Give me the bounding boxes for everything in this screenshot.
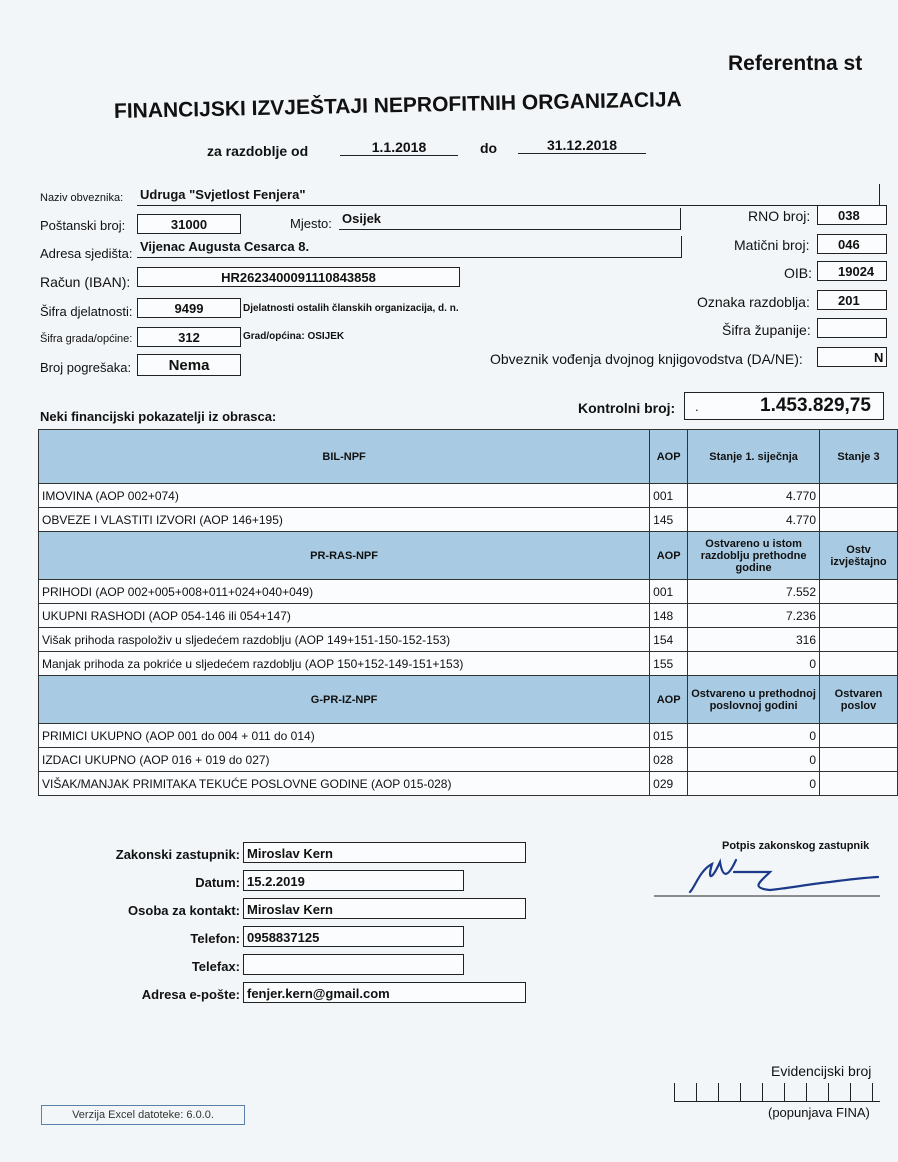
- telefax-label: Telefax:: [191, 959, 240, 974]
- oib-field[interactable]: 19024: [817, 261, 887, 281]
- pogreske-field[interactable]: Nema: [137, 354, 241, 376]
- evidencijski-tick: [696, 1083, 697, 1101]
- reference-title: Referentna st: [728, 52, 863, 75]
- row-value[interactable]: 4.770: [688, 484, 820, 508]
- row-aop: 155: [650, 652, 688, 676]
- pogreske-label: Broj pogrešaka:: [40, 360, 132, 375]
- row-value-2[interactable]: [820, 772, 898, 796]
- adresa-label: Adresa sjedišta:: [40, 246, 133, 261]
- racun-label: Račun (IBAN):: [40, 274, 131, 290]
- osoba-label: Osoba za kontakt:: [128, 903, 240, 918]
- table-row: [39, 628, 898, 652]
- table-row: [39, 724, 898, 748]
- grad-desc: Grad/općina: OSIJEK: [243, 331, 345, 342]
- djelatnost-desc: Djelatnosti ostalih članskih organizacija, d. n.: [243, 303, 459, 314]
- financial-indicators-table: [38, 429, 898, 796]
- evidencijski-tick: [850, 1083, 851, 1101]
- bil-col2-header: Stanje 3: [820, 430, 898, 484]
- rno-field[interactable]: 038: [817, 205, 887, 225]
- telefax-field[interactable]: [243, 954, 464, 975]
- row-label: PRIMICI UKUPNO (AOP 001 do 004 + 011 do 014): [39, 724, 650, 748]
- telefon-field[interactable]: 0958837125: [243, 926, 464, 947]
- table-row: [39, 580, 898, 604]
- row-value[interactable]: 7.552: [688, 580, 820, 604]
- row-label: Manjak prihoda za pokriće u sljedećem razdoblju (AOP 150+152-149-151+153): [39, 652, 650, 676]
- zupanija-field[interactable]: [817, 318, 887, 338]
- row-label: IMOVINA (AOP 002+074): [39, 484, 650, 508]
- evidencijski-tick: [718, 1083, 719, 1101]
- evidencijski-tick: [806, 1083, 807, 1101]
- pr-col2-header: Ostv izvještajno: [820, 532, 898, 580]
- row-value-2[interactable]: [820, 628, 898, 652]
- maticni-field[interactable]: 046: [817, 234, 887, 254]
- dvojno-label: Obveznik vođenja dvojnog knjigovodstva (DA/NE):: [490, 351, 803, 367]
- page-title: FINANCIJSKI IZVJEŠTAJI NEPROFITNIH ORGANIZACIJA: [113, 88, 682, 123]
- gpr-col1-header: Ostvareno u prethodnoj poslovnoj godini: [688, 676, 820, 724]
- popunjava-label: (popunjava FINA): [768, 1105, 870, 1120]
- row-aop: 154: [650, 628, 688, 652]
- row-value-2[interactable]: [820, 580, 898, 604]
- row-value[interactable]: 0: [688, 724, 820, 748]
- evidencijski-tick: [762, 1083, 763, 1101]
- bil-col1-header: Stanje 1. siječnja: [688, 430, 820, 484]
- pr-header: PR-RAS-NPF: [39, 532, 650, 580]
- postanski-field[interactable]: 31000: [137, 214, 241, 234]
- evidencijski-tick: [674, 1083, 675, 1101]
- zastupnik-label: Zakonski zastupnik:: [115, 847, 240, 862]
- row-label: IZDACI UKUPNO (AOP 016 + 019 do 027): [39, 748, 650, 772]
- zastupnik-field[interactable]: Miroslav Kern: [243, 842, 526, 863]
- evidencijski-input-line[interactable]: [674, 1101, 880, 1102]
- dvojno-field[interactable]: N: [817, 347, 887, 367]
- oznaka-field[interactable]: 201: [817, 290, 887, 310]
- pr-col1-header: Ostvareno u istom razdoblju prethodne godine: [688, 532, 820, 580]
- datum-label: Datum:: [195, 875, 240, 890]
- period-to-label: do: [480, 140, 498, 156]
- row-value-2[interactable]: [820, 652, 898, 676]
- row-aop: 001: [650, 580, 688, 604]
- row-value[interactable]: 0: [688, 748, 820, 772]
- table-row: [39, 508, 898, 532]
- row-aop: 148: [650, 604, 688, 628]
- oib-label: OIB:: [784, 265, 813, 281]
- aop-header: AOP: [650, 532, 688, 580]
- row-value[interactable]: 0: [688, 772, 820, 796]
- mjesto-label: Mjesto:: [290, 216, 332, 231]
- period-from: 1.1.2018: [340, 139, 458, 156]
- period-to: 31.12.2018: [518, 137, 646, 154]
- row-value-2[interactable]: [820, 484, 898, 508]
- row-value-2[interactable]: [820, 724, 898, 748]
- oznaka-label: Oznaka razdoblja:: [697, 294, 810, 310]
- telefon-label: Telefon:: [190, 931, 240, 946]
- row-value[interactable]: 316: [688, 628, 820, 652]
- row-value[interactable]: 0: [688, 652, 820, 676]
- osoba-field[interactable]: Miroslav Kern: [243, 898, 526, 919]
- gpr-header-row: [39, 676, 898, 724]
- bil-header-row: [39, 430, 898, 484]
- row-value[interactable]: 7.236: [688, 604, 820, 628]
- evidencijski-tick: [828, 1083, 829, 1101]
- adresa-field[interactable]: Vijenac Augusta Cesarca 8.: [137, 236, 682, 258]
- grad-label: Šifra grada/općine:: [40, 333, 133, 345]
- gpr-header: G-PR-IZ-NPF: [39, 676, 650, 724]
- row-aop: 001: [650, 484, 688, 508]
- evidencijski-tick: [784, 1083, 785, 1101]
- mjesto-field[interactable]: Osijek: [339, 208, 681, 230]
- row-aop: 145: [650, 508, 688, 532]
- maticni-label: Matični broj:: [734, 237, 810, 253]
- grad-field[interactable]: 312: [137, 327, 241, 347]
- zupanija-label: Šifra županije:: [722, 322, 811, 338]
- kontrolni-dot: .: [695, 399, 699, 414]
- row-label: Višak prihoda raspoloživ u sljedećem razdoblju (AOP 149+151-150-152-153): [39, 628, 650, 652]
- signature-image: [650, 852, 880, 902]
- naziv-label: Naziv obveznika:: [40, 192, 124, 204]
- row-label: PRIHODI (AOP 002+005+008+011+024+040+049): [39, 580, 650, 604]
- email-label: Adresa e-pošte:: [141, 987, 240, 1002]
- evidencijski-label: Evidencijski broj: [771, 1063, 872, 1079]
- potpis-label: Potpis zakonskog zastupnik: [722, 840, 870, 852]
- bil-header: BIL-NPF: [39, 430, 650, 484]
- kontrolni-value: 1.453.829,75: [760, 395, 871, 416]
- postanski-label: Poštanski broj:: [40, 218, 126, 233]
- rno-label: RNO broj:: [748, 208, 811, 224]
- row-label: VIŠAK/MANJAK PRIMITAKA TEKUĆE POSLOVNE GODINE (AOP 015-028): [39, 772, 650, 796]
- naziv-field[interactable]: Udruga "Svjetlost Fenjera": [137, 184, 880, 206]
- row-value[interactable]: 4.770: [688, 508, 820, 532]
- row-aop: 028: [650, 748, 688, 772]
- table-row: [39, 748, 898, 772]
- djelatnost-field[interactable]: 9499: [137, 298, 241, 318]
- row-aop: 029: [650, 772, 688, 796]
- table-row: [39, 772, 898, 796]
- evidencijski-tick: [740, 1083, 741, 1101]
- aop-header: AOP: [650, 676, 688, 724]
- pr-header-row: [39, 532, 898, 580]
- gpr-col2-header: Ostvaren poslov: [820, 676, 898, 724]
- kontrolni-box[interactable]: [684, 392, 884, 420]
- row-aop: 015: [650, 724, 688, 748]
- datum-field[interactable]: 15.2.2019: [243, 870, 464, 891]
- evidencijski-tick: [872, 1083, 873, 1101]
- row-value-2[interactable]: [820, 604, 898, 628]
- email-field[interactable]: fenjer.kern@gmail.com: [243, 982, 526, 1003]
- table-row: [39, 484, 898, 508]
- row-label: OBVEZE I VLASTITI IZVORI (AOP 146+195): [39, 508, 650, 532]
- racun-field[interactable]: HR2623400091110843858: [137, 267, 460, 287]
- aop-header: AOP: [650, 430, 688, 484]
- table-row: [39, 604, 898, 628]
- row-value-2[interactable]: [820, 508, 898, 532]
- kontrolni-label: Kontrolni broj:: [578, 400, 676, 416]
- djelatnost-label: Šifra djelatnosti:: [40, 304, 133, 319]
- period-label: za razdoblje od: [207, 143, 309, 159]
- row-value-2[interactable]: [820, 748, 898, 772]
- indicators-title: Neki financijski pokazatelji iz obrasca:: [40, 409, 277, 424]
- row-label: UKUPNI RASHODI (AOP 054-146 ili 054+147): [39, 604, 650, 628]
- version-badge: Verzija Excel datoteke: 6.0.0.: [41, 1105, 245, 1125]
- table-row: [39, 652, 898, 676]
